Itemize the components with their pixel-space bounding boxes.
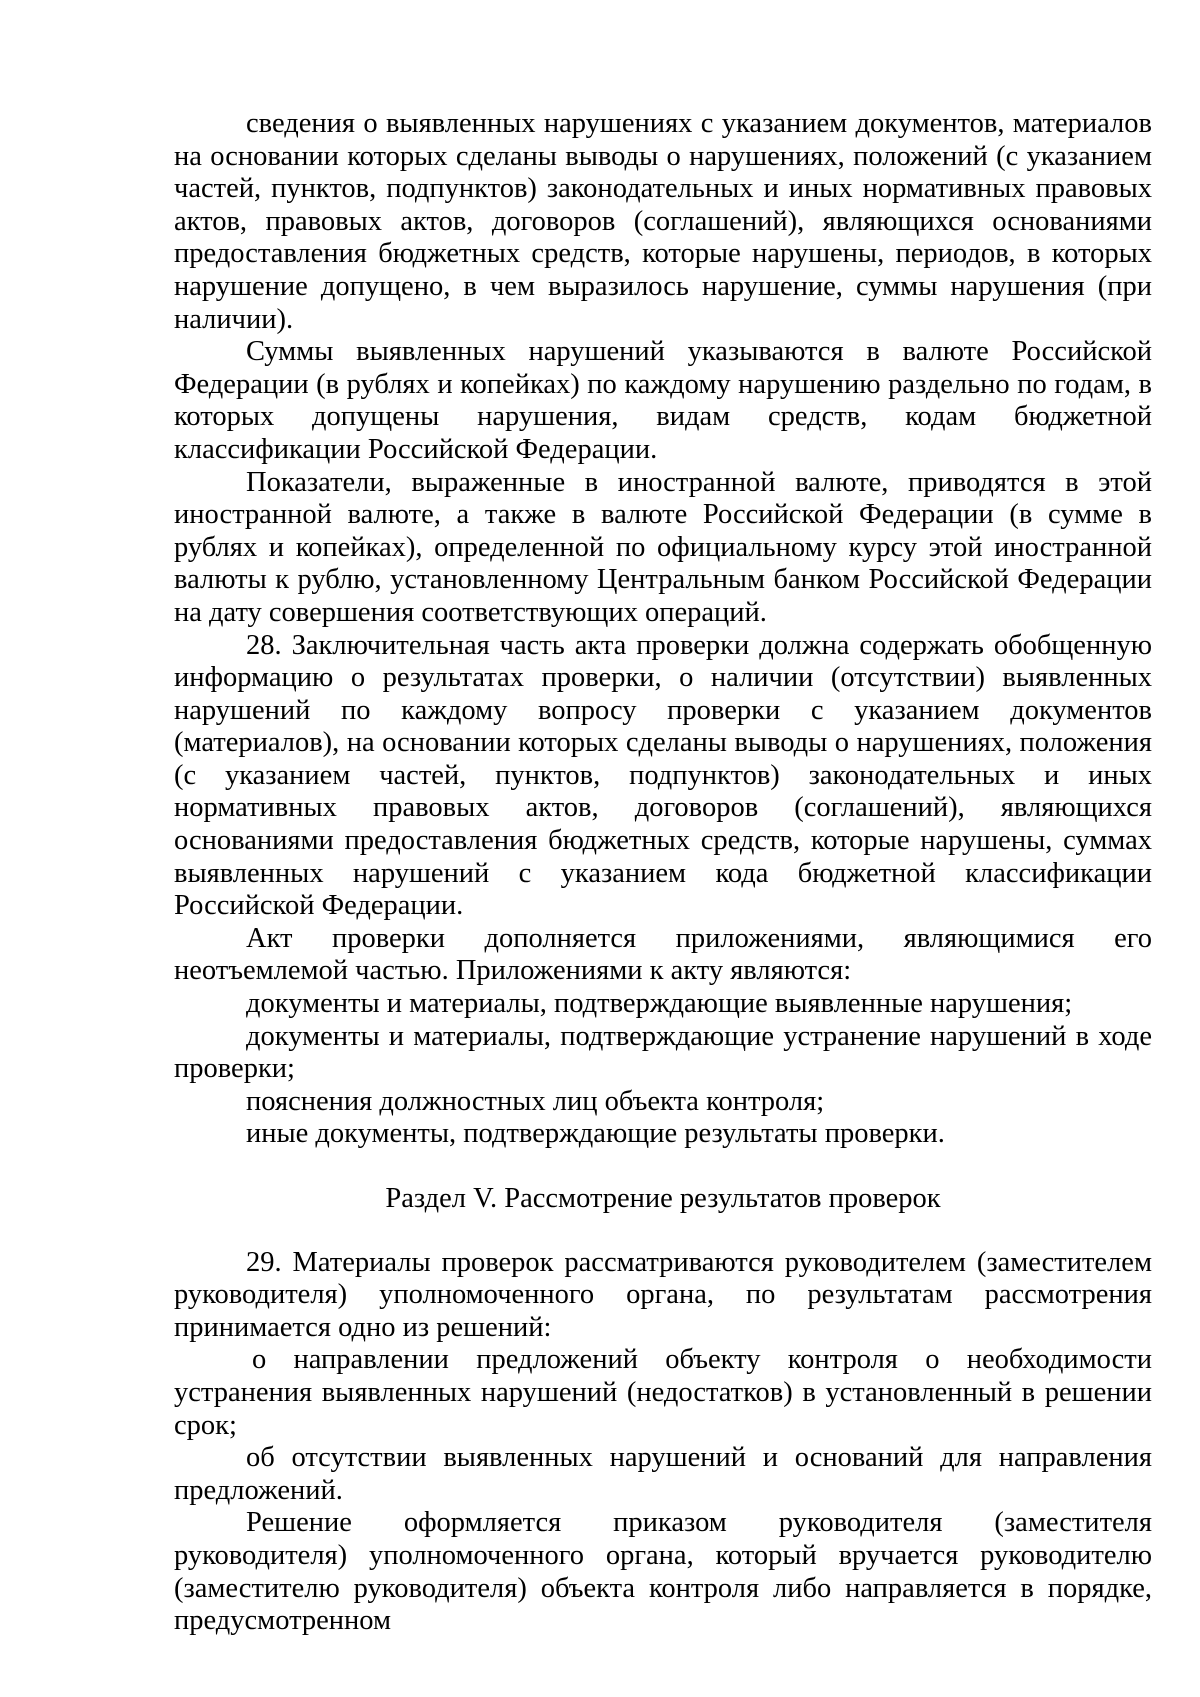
list-item-decision-no-violations: об отсутствии выявленных нарушений и оснований для направления предложений. xyxy=(174,1442,1152,1506)
list-item-decision-proposals: о направлении предложений объекту контроля о необходимости устранения выявленных нарушений (недостатков) в установленный в решении срок; xyxy=(174,1344,1152,1441)
list-item-appendix-elimination: документы и материалы, подтверждающие устранение нарушений в ходе проверки; xyxy=(174,1020,1152,1085)
paragraph-foreign-currency: Показатели, выраженные в иностранной валюте, приводятся в этой иностранной валюте, а также в валюте Российской Федерации (в сумме в рублях и копейках), определенной по официальному курсу этой иностранной валюты к рублю, установленному Центральным банком Российской Федерации на дату совершения соответствующих операций. xyxy=(174,466,1152,628)
paragraph-violation-details: сведения о выявленных нарушениях с указанием документов, материалов на основании которых сделаны выводы о нарушениях, положений (с указанием частей, пунктов, подпунктов) законодательных и иных нормативных правовых актов, правовых актов, договоров (соглашений), являющихся основаниями предоставления бюджетных средств, которые нарушены, периодов, в которых нарушение допущено, в чем выразилось нарушение, суммы нарушения (при наличии). xyxy=(174,108,1152,335)
paragraph-item-28: 28. Заключительная часть акта проверки должна содержать обобщенную информацию о результатах проверки, о наличии (отсутствии) выявленных нарушений по каждому вопросу проверки с указанием документов (материалов), на основании которых сделаны выводы о нарушениях, положения (с указанием частей, пунктов, подпунктов) законодательных и иных нормативных правовых актов, договоров (соглашений), являющихся основаниями предоставления бюджетных средств, которые нарушены, суммах выявленных нарушений с указанием кода бюджетной классификации Российской Федерации. xyxy=(174,629,1152,922)
paragraph-violation-amounts: Суммы выявленных нарушений указываются в валюте Российской Федерации (в рублях и копейках) по каждому нарушению раздельно по годам, в которых допущены нарушения, видам средств, кодам бюджетной классификации Российской Федерации. xyxy=(174,336,1152,465)
paragraph-item-29: 29. Материалы проверок рассматриваются руководителем (заместителем руководителя) уполномоченного органа, по результатам рассмотрения принимается одно из решений: xyxy=(174,1246,1152,1343)
paragraph-act-appendices: Акт проверки дополняется приложениями, являющимися его неотъемлемой частью. Приложениями к акту являются: xyxy=(174,922,1152,987)
list-item-appendix-violations: документы и материалы, подтверждающие выявленные нарушения; xyxy=(246,988,1073,1020)
paragraph-decision-order: Решение оформляется приказом руководителя (заместителя руководителя) уполномоченного органа, который вручается руководителю (заместителю руководителя) объекта контроля либо направляется в порядке, предусмотренном xyxy=(174,1507,1152,1637)
section-heading: Раздел V. Рассмотрение результатов проверок xyxy=(385,1183,941,1214)
document-page xyxy=(174,108,1152,1638)
list-item-appendix-explanations: пояснения должностных лиц объекта контроля; xyxy=(246,1085,825,1117)
list-item-appendix-other-docs: иные документы, подтверждающие результаты проверки. xyxy=(246,1118,945,1150)
